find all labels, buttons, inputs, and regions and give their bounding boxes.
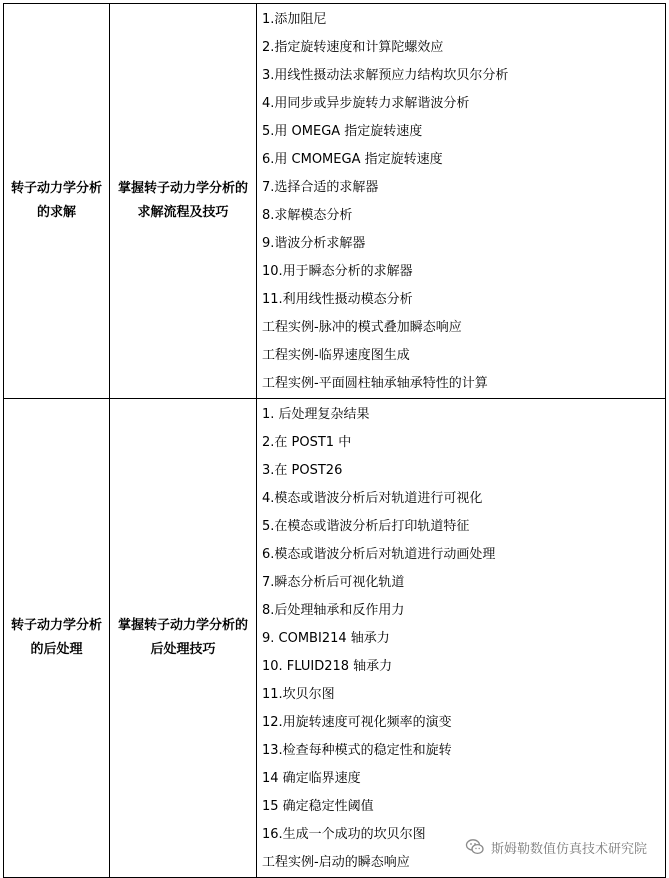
list-item: 6.用 CMOMEGA 指定旋转速度: [262, 152, 443, 167]
list-item: 10.用于瞬态分析的求解器: [262, 264, 413, 279]
items-cell: [257, 399, 666, 878]
items-cell: [257, 4, 666, 399]
list-item: 9. COMBI214 轴承力: [262, 631, 390, 646]
list-item: 3.用线性摄动法求解预应力结构坎贝尔分析: [262, 68, 509, 83]
list-item: 6.模态或谐波分析后对轨道进行动画处理: [262, 547, 496, 562]
list-item: 7.选择合适的求解器: [262, 180, 379, 195]
list-item: 14 确定临界速度: [262, 771, 361, 786]
list-item: 9.谐波分析求解器: [262, 236, 366, 251]
table-row: [4, 4, 666, 399]
watermark-text: 斯姆勒数值仿真技术研究院: [490, 841, 647, 857]
list-item: 工程实例-平面圆柱轴承轴承特性的计算: [262, 376, 488, 391]
list-item: 1. 后处理复杂结果: [262, 407, 370, 422]
list-item: 2.指定旋转速度和计算陀螺效应: [262, 40, 444, 55]
list-item: 5.用 OMEGA 指定旋转速度: [262, 124, 423, 139]
list-item: 5.在模态或谐波分析后打印轨道特征: [262, 519, 470, 534]
list-item: 工程实例-临界速度图生成: [262, 348, 410, 363]
list-item: 8.求解模态分析: [262, 208, 353, 223]
watermark: [461, 835, 651, 859]
topic-text: 转子动力学分析的后处理: [10, 618, 102, 657]
list-item: 15 确定稳定性阈值: [262, 799, 374, 814]
list-item: 3.在 POST26: [262, 463, 343, 478]
subtopic-cell: [110, 399, 257, 878]
list-item: 16.生成一个成功的坎贝尔图: [262, 827, 426, 842]
topic-text: 转子动力学分析的求解: [10, 181, 102, 220]
wechat-icon: [465, 837, 485, 857]
list-item: 13.检查每种模式的稳定性和旋转: [262, 743, 452, 758]
course-outline-table: [3, 3, 666, 878]
subtopic-cell: [110, 4, 257, 399]
list-item: 工程实例-启动的瞬态响应: [262, 855, 410, 870]
list-item: 8.后处理轴承和反作用力: [262, 603, 405, 618]
table-row: [4, 399, 666, 878]
list-item: 12.用旋转速度可视化频率的演变: [262, 715, 452, 730]
topic-cell: [4, 4, 110, 399]
list-item: 7.瞬态分析后可视化轨道: [262, 575, 405, 590]
topic-cell: [4, 399, 110, 878]
list-item: 4.用同步或异步旋转力求解谐波分析: [262, 96, 470, 111]
list-item: 2.在 POST1 中: [262, 435, 352, 450]
list-item: 10. FLUID218 轴承力: [262, 659, 393, 674]
subtopic-text: 掌握转子动力学分析的后处理技巧: [117, 618, 248, 657]
list-item: 11.坎贝尔图: [262, 687, 335, 702]
subtopic-text: 掌握转子动力学分析的求解流程及技巧: [117, 181, 248, 220]
list-item: 工程实例-脉冲的模式叠加瞬态响应: [262, 320, 462, 335]
list-item: 11.利用线性摄动模态分析: [262, 292, 413, 307]
list-item: 4.模态或谐波分析后对轨道进行可视化: [262, 491, 483, 506]
list-item: 1.添加阻尼: [262, 12, 327, 27]
